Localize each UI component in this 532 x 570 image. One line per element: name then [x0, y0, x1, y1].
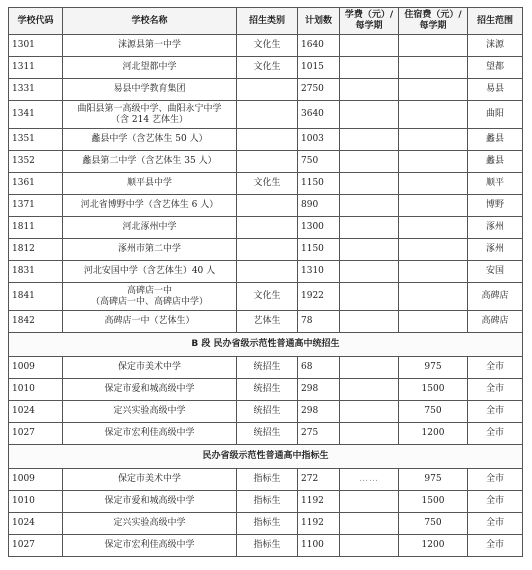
section-b-title: B 段 民办省级示范性普通高中统招生	[9, 333, 523, 357]
cell-category: 指标生	[237, 469, 298, 491]
table-row	[9, 151, 523, 173]
admission-plan-table	[8, 7, 523, 557]
cell-lodging: 1200	[399, 535, 468, 557]
cell-code: 1812	[9, 239, 63, 261]
cell-category: 统招生	[237, 357, 298, 379]
cell-area: 涿州	[468, 217, 523, 239]
cell-tuition	[340, 261, 399, 283]
cell-area: 全市	[468, 401, 523, 423]
cell-tuition: ……	[340, 469, 399, 491]
cell-code: 1842	[9, 311, 63, 333]
cell-area: 蠡县	[468, 129, 523, 151]
cell-name: 定兴实验高级中学	[63, 513, 237, 535]
cell-lodging	[399, 79, 468, 101]
cell-area: 涿州	[468, 239, 523, 261]
cell-tuition	[340, 379, 399, 401]
school-name: 蠡县中学（含艺体生 50 人）	[91, 134, 208, 144]
cell-name: 定兴实验高级中学	[63, 401, 237, 423]
cell-category	[237, 129, 298, 151]
section-b	[9, 333, 523, 357]
cell-name	[63, 261, 237, 283]
cell-tuition	[340, 79, 399, 101]
table-row	[9, 401, 523, 423]
school-name: 高碑店一中（艺体生）	[104, 316, 195, 326]
cell-category: 文化生	[237, 283, 298, 311]
cell-plan: 298	[298, 401, 340, 423]
cell-name	[63, 151, 237, 173]
cell-plan: 68	[298, 357, 340, 379]
cell-lodging: 1200	[399, 423, 468, 445]
cell-code: 1331	[9, 79, 63, 101]
cell-area: 全市	[468, 379, 523, 401]
cell-name: 保定市美术中学	[63, 469, 237, 491]
cell-lodging	[399, 283, 468, 311]
cell-category: 文化生	[237, 173, 298, 195]
cell-name	[63, 239, 237, 261]
cell-code: 1351	[9, 129, 63, 151]
cell-code: 1352	[9, 151, 63, 173]
cell-code: 1311	[9, 57, 63, 79]
section-c	[9, 445, 523, 469]
cell-category: 统招生	[237, 379, 298, 401]
table-row	[9, 129, 523, 151]
school-name: 涞源县第一中学	[117, 40, 181, 50]
cell-plan: 1192	[298, 491, 340, 513]
school-name: 顺平县中学	[126, 178, 172, 188]
cell-lodging	[399, 129, 468, 151]
section-c-title: 民办省级示范性普通高中指标生	[9, 445, 523, 469]
cell-category: 指标生	[237, 491, 298, 513]
admission-plan-document	[8, 7, 522, 557]
cell-tuition	[340, 173, 399, 195]
cell-tuition	[340, 513, 399, 535]
cell-category	[237, 151, 298, 173]
school-name: 易县中学教育集团	[113, 84, 186, 94]
cell-tuition	[340, 401, 399, 423]
cell-lodging	[399, 35, 468, 57]
cell-plan: 1150	[298, 173, 340, 195]
cell-tuition	[340, 311, 399, 333]
section-b-title-row	[9, 333, 523, 357]
cell-category	[237, 79, 298, 101]
cell-code: 1010	[9, 491, 63, 513]
table-row	[9, 173, 523, 195]
table-row	[9, 217, 523, 239]
table-row	[9, 423, 523, 445]
cell-name	[63, 283, 237, 311]
table-row	[9, 195, 523, 217]
cell-name: 保定市宏利佳高级中学	[63, 423, 237, 445]
header-code: 学校代码	[9, 8, 63, 35]
cell-name	[63, 195, 237, 217]
cell-category: 指标生	[237, 513, 298, 535]
header-name: 学校名称	[63, 8, 237, 35]
school-name: 高碑店一中	[126, 285, 172, 296]
cell-tuition	[340, 357, 399, 379]
cell-tuition	[340, 423, 399, 445]
cell-category: 文化生	[237, 57, 298, 79]
header-tuition: 学费（元）/每学期	[340, 8, 399, 35]
cell-plan: 78	[298, 311, 340, 333]
section-a-body	[9, 35, 523, 333]
table-row	[9, 101, 523, 129]
school-name: 河北涿州中学	[122, 222, 177, 232]
cell-category: 指标生	[237, 535, 298, 557]
cell-category	[237, 217, 298, 239]
cell-name: 保定市美术中学	[63, 357, 237, 379]
school-name: 河北安国中学（含艺体生）40 人	[83, 266, 216, 276]
cell-category: 统招生	[237, 401, 298, 423]
cell-plan: 1310	[298, 261, 340, 283]
cell-name	[63, 57, 237, 79]
cell-code: 1301	[9, 35, 63, 57]
cell-code: 1009	[9, 357, 63, 379]
cell-lodging: 975	[399, 357, 468, 379]
cell-lodging	[399, 311, 468, 333]
cell-lodging: 1500	[399, 491, 468, 513]
cell-area: 蠡县	[468, 151, 523, 173]
cell-category: 艺体生	[237, 311, 298, 333]
cell-plan: 298	[298, 379, 340, 401]
cell-area: 全市	[468, 357, 523, 379]
cell-code: 1361	[9, 173, 63, 195]
cell-lodging: 1500	[399, 379, 468, 401]
cell-code: 1010	[9, 379, 63, 401]
table-row	[9, 491, 523, 513]
cell-code: 1009	[9, 469, 63, 491]
cell-code: 1024	[9, 401, 63, 423]
cell-plan: 1015	[298, 57, 340, 79]
header-category: 招生类别	[237, 8, 298, 35]
school-name: 涿州市第二中学	[117, 244, 181, 254]
cell-tuition	[340, 239, 399, 261]
cell-plan: 1150	[298, 239, 340, 261]
cell-name	[63, 79, 237, 101]
cell-lodging: 750	[399, 513, 468, 535]
cell-code: 1027	[9, 535, 63, 557]
cell-code: 1027	[9, 423, 63, 445]
cell-lodging	[399, 173, 468, 195]
cell-plan: 1640	[298, 35, 340, 57]
cell-name	[63, 311, 237, 333]
table-row	[9, 311, 523, 333]
cell-plan: 750	[298, 151, 340, 173]
cell-lodging: 975	[399, 469, 468, 491]
table-row	[9, 57, 523, 79]
cell-area: 全市	[468, 469, 523, 491]
cell-plan: 2750	[298, 79, 340, 101]
cell-plan: 3640	[298, 101, 340, 129]
cell-tuition	[340, 217, 399, 239]
cell-name	[63, 35, 237, 57]
cell-tuition	[340, 283, 399, 311]
cell-lodging: 750	[399, 401, 468, 423]
cell-area: 全市	[468, 423, 523, 445]
cell-tuition	[340, 151, 399, 173]
cell-area: 全市	[468, 513, 523, 535]
cell-plan: 1003	[298, 129, 340, 151]
cell-lodging	[399, 239, 468, 261]
cell-area: 安国	[468, 261, 523, 283]
table-row	[9, 379, 523, 401]
table-row	[9, 239, 523, 261]
cell-tuition	[340, 35, 399, 57]
cell-name	[63, 217, 237, 239]
table-row	[9, 283, 523, 311]
header-area: 招生范围	[468, 8, 523, 35]
cell-area: 全市	[468, 491, 523, 513]
cell-category	[237, 101, 298, 129]
cell-code: 1024	[9, 513, 63, 535]
table-row	[9, 35, 523, 57]
cell-code: 1831	[9, 261, 63, 283]
cell-area: 望都	[468, 57, 523, 79]
cell-area: 高碑店	[468, 311, 523, 333]
cell-name: 保定市爱和城高级中学	[63, 379, 237, 401]
table-row	[9, 535, 523, 557]
cell-area: 易县	[468, 79, 523, 101]
header-plan: 计划数	[298, 8, 340, 35]
cell-lodging	[399, 151, 468, 173]
header-lodging: 住宿费（元）/每学期	[399, 8, 468, 35]
cell-area: 顺平	[468, 173, 523, 195]
cell-name	[63, 173, 237, 195]
table-row	[9, 261, 523, 283]
cell-plan: 1300	[298, 217, 340, 239]
cell-plan: 1100	[298, 535, 340, 557]
cell-tuition	[340, 101, 399, 129]
school-name-note: （高碑店一中、高碑店中学）	[90, 296, 208, 307]
section-c-body	[9, 469, 523, 557]
cell-tuition	[340, 57, 399, 79]
school-name: 曲阳县第一高级中学、曲阳永宁中学	[77, 103, 222, 114]
cell-tuition	[340, 129, 399, 151]
school-name: 河北省博野中学（含艺体生 6 人）	[80, 200, 219, 210]
cell-code: 1341	[9, 101, 63, 129]
cell-code: 1841	[9, 283, 63, 311]
cell-area: 全市	[468, 535, 523, 557]
cell-category: 统招生	[237, 423, 298, 445]
table-row	[9, 513, 523, 535]
school-name-note: （含 214 艺体生）	[111, 114, 188, 125]
cell-area: 高碑店	[468, 283, 523, 311]
cell-plan: 272	[298, 469, 340, 491]
section-b-body	[9, 357, 523, 445]
cell-name: 保定市爱和城高级中学	[63, 491, 237, 513]
table-row	[9, 469, 523, 491]
cell-area: 博野	[468, 195, 523, 217]
table-row	[9, 79, 523, 101]
cell-lodging	[399, 101, 468, 129]
cell-name	[63, 129, 237, 151]
section-c-title-row	[9, 445, 523, 469]
cell-plan: 275	[298, 423, 340, 445]
cell-name	[63, 101, 237, 129]
cell-category	[237, 239, 298, 261]
cell-lodging	[399, 195, 468, 217]
cell-tuition	[340, 491, 399, 513]
cell-lodging	[399, 217, 468, 239]
cell-plan: 1922	[298, 283, 340, 311]
cell-name: 保定市宏利佳高级中学	[63, 535, 237, 557]
school-name: 蠡县第二中学（含艺体生 35 人）	[82, 156, 217, 166]
cell-plan: 1192	[298, 513, 340, 535]
cell-plan: 890	[298, 195, 340, 217]
cell-area: 涞源	[468, 35, 523, 57]
cell-category	[237, 261, 298, 283]
cell-category	[237, 195, 298, 217]
cell-tuition	[340, 195, 399, 217]
cell-lodging	[399, 261, 468, 283]
school-name: 河北望都中学	[122, 62, 177, 72]
cell-area: 曲阳	[468, 101, 523, 129]
table-header-row	[9, 8, 523, 35]
cell-category: 文化生	[237, 35, 298, 57]
cell-lodging	[399, 57, 468, 79]
cell-tuition	[340, 535, 399, 557]
cell-code: 1811	[9, 217, 63, 239]
table-row	[9, 357, 523, 379]
cell-code: 1371	[9, 195, 63, 217]
